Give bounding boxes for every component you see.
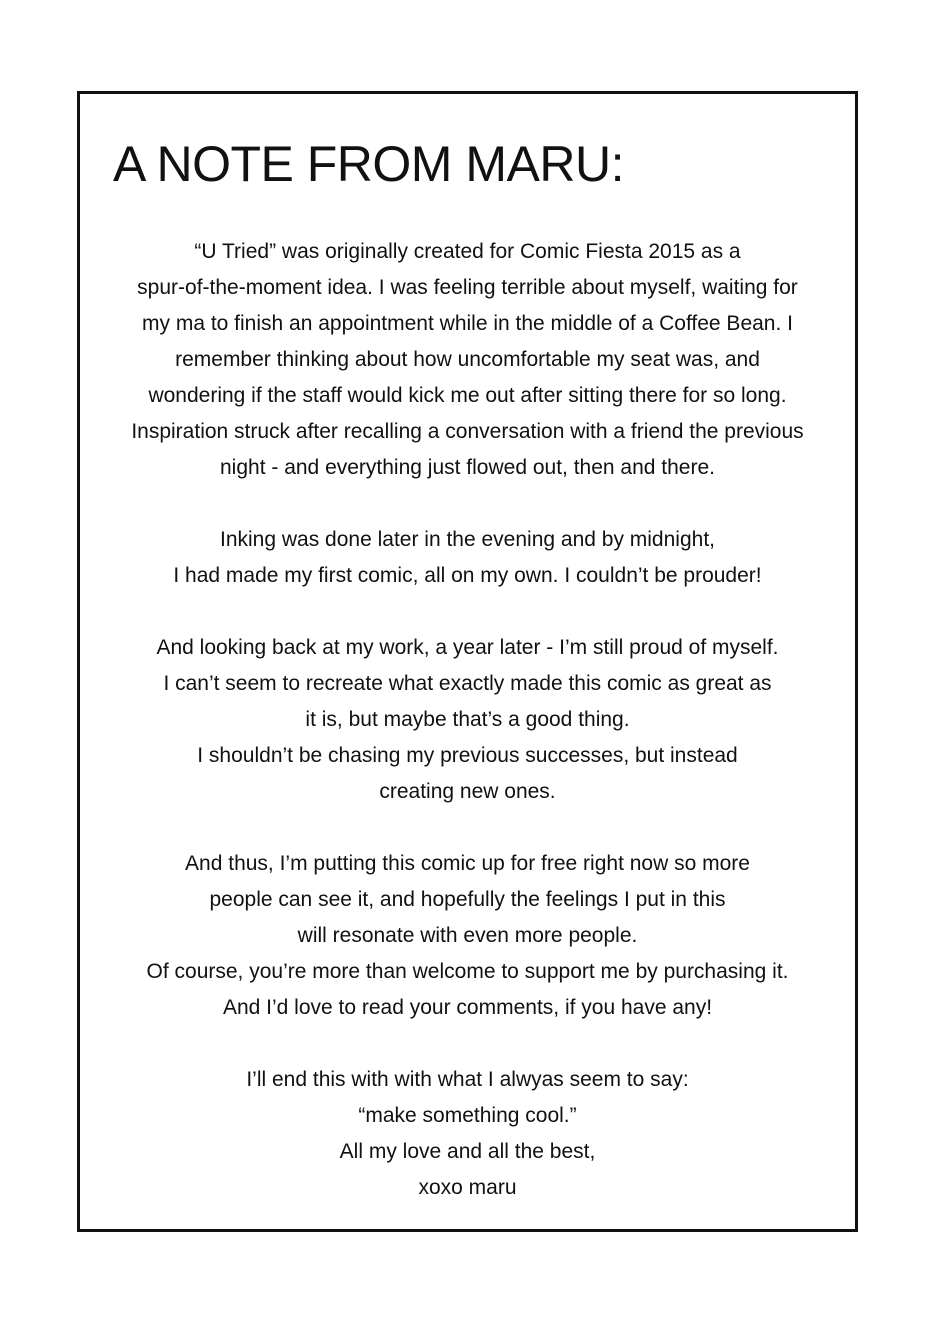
text-line: And thus, I’m putting this comic up for free right now so more xyxy=(185,852,750,875)
text-line: will resonate with even more people. xyxy=(297,924,638,947)
text-line: I can’t seem to recreate what exactly made this comic as great as xyxy=(163,672,772,695)
text-line: Of course, you’re more than welcome to support me by purchasing it. xyxy=(146,960,789,983)
text-line: All my love and all the best, xyxy=(339,1140,596,1163)
text-line: I shouldn’t be chasing my previous successes, but instead xyxy=(197,744,738,767)
paragraph-looking-back xyxy=(80,630,855,810)
text-line: “make something cool.” xyxy=(358,1104,577,1127)
paragraph-free-release xyxy=(80,846,855,1026)
text-line: And I’d love to read your comments, if you have any! xyxy=(222,996,713,1019)
text-line: spur-of-the-moment idea. I was feeling terrible about myself, waiting for xyxy=(137,276,798,299)
text-line: wondering if the staff would kick me out after sitting there for so long. xyxy=(148,384,787,407)
note-body xyxy=(80,234,855,1242)
text-line: my ma to finish an appointment while in the middle of a Coffee Bean. I xyxy=(142,312,793,335)
text-line: night - and everything just flowed out, then and there. xyxy=(220,456,715,479)
paragraph-inking xyxy=(80,522,855,594)
text-line: Inspiration struck after recalling a conversation with a friend the previous xyxy=(131,420,804,443)
paragraph-origin xyxy=(80,234,855,486)
text-line: And looking back at my work, a year later - I’m still proud of myself. xyxy=(156,636,779,659)
text-line: it is, but maybe that’s a good thing. xyxy=(305,708,630,731)
page-title: A NOTE FROM MARU: xyxy=(113,136,624,192)
text-line: I’ll end this with with what I alwyas seem to say: xyxy=(246,1068,689,1091)
text-line: people can see it, and hopefully the feelings I put in this xyxy=(209,888,726,911)
text-line: remember thinking about how uncomfortable my seat was, and xyxy=(175,348,760,371)
text-line: “U Tried” was originally created for Comic Fiesta 2015 as a xyxy=(194,240,741,263)
text-line: creating new ones. xyxy=(379,780,556,803)
paragraph-signoff xyxy=(80,1062,855,1206)
text-line: Inking was done later in the evening and by midnight, xyxy=(220,528,715,551)
note-frame xyxy=(77,91,858,1232)
signature: xoxo maru xyxy=(418,1176,517,1199)
text-line: I had made my first comic, all on my own. I couldn’t be prouder! xyxy=(173,564,762,587)
